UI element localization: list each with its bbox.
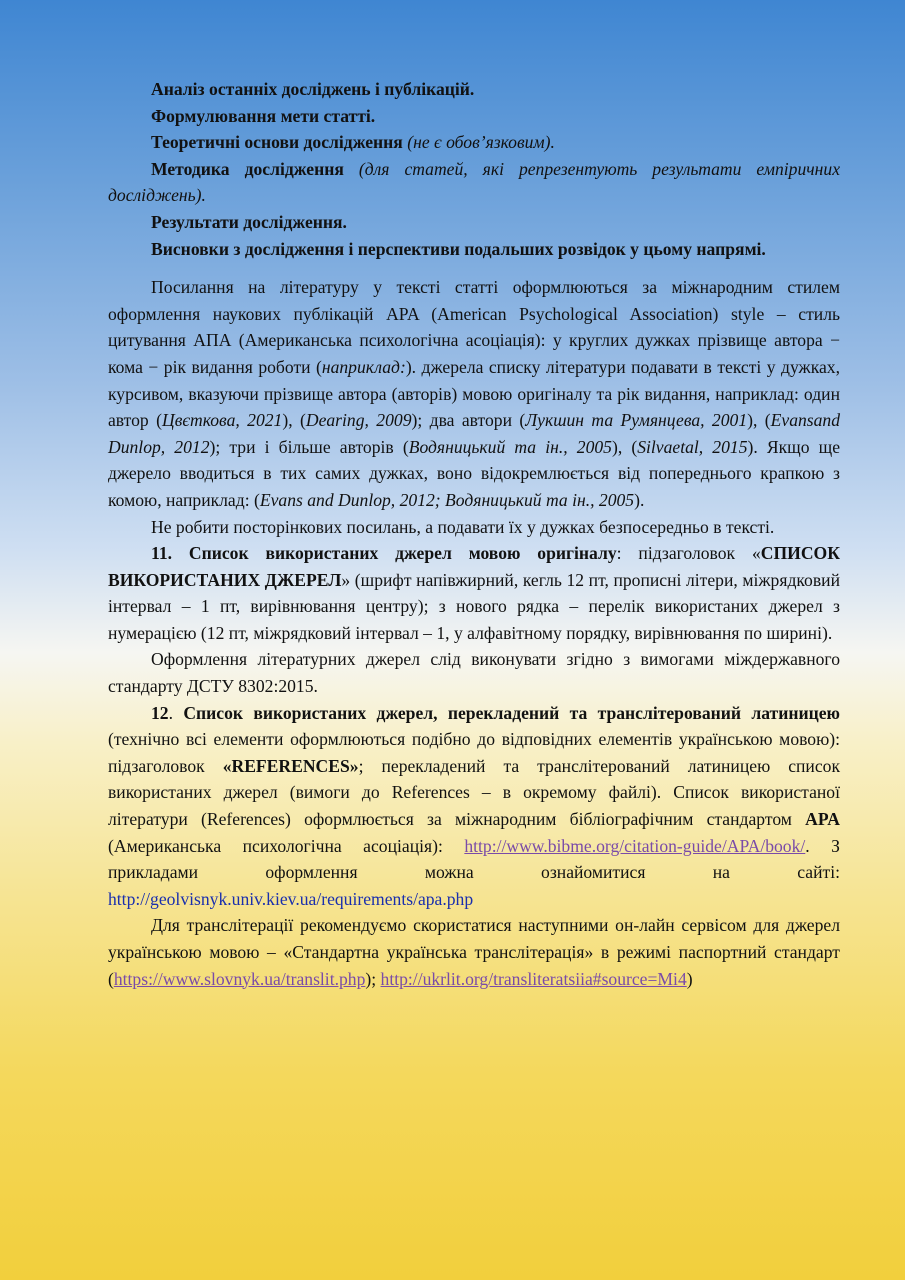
italic-run: Evansand Dunlop, 2012 xyxy=(108,410,841,457)
text-run: ). Якщо ще джерело вводиться в тих самих дужках, воно відокремлюється від попереднього крапкою з комою, наприклад: ( xyxy=(108,436,841,510)
heading-analysis-text: Аналіз останніх досліджень і публікацій. xyxy=(151,79,475,99)
geolvisnyk-link[interactable]: http://geolvisnyk.univ.kiev.ua/requirements/apa.php xyxy=(108,888,474,909)
text-run: ), ( xyxy=(747,410,771,431)
paragraph-citations xyxy=(108,274,840,513)
paragraph-standard: Оформлення літературних джерел слід виконувати згідно з вимогами міждержавного стандарту ДСТУ 8302:2015. xyxy=(108,649,840,697)
heading-analysis xyxy=(108,76,840,103)
text-run: ); xyxy=(365,968,381,989)
paragraph-transliteration xyxy=(108,912,840,992)
heading-method-note: (для статей, які репрезентують результати емпіричних досліджень). xyxy=(108,158,840,206)
text-run: ); два автори ( xyxy=(411,410,526,431)
text-run: . З прикладами оформлення можна ознайомитися на сайті: xyxy=(108,835,840,883)
heading-results-text: Результати дослідження. xyxy=(151,211,347,232)
bold-run: Список використаних джерел, перекладений та транслітерований латиницею xyxy=(183,702,841,723)
heading-conclusions-text: Висновки з дослідження і перспективи подальших розвідок у цьому напрямі. xyxy=(151,238,766,259)
paragraph-no-footnotes: Не робити посторінкових посилань, а подавати їх у дужках безпосередньо в тексті. xyxy=(151,516,775,537)
italic-run: Лукшин та Румянцева, 2001 xyxy=(525,410,748,431)
paragraph-references-latin xyxy=(108,700,840,913)
italic-run: Водяницький та ін., 2005 xyxy=(408,436,612,457)
heading-method xyxy=(108,156,840,209)
italic-run: наприклад: xyxy=(321,356,406,377)
heading-conclusions xyxy=(108,236,840,263)
ukrlit-link[interactable]: http://ukrlit.org/transliteratsiia#source=Mi4 xyxy=(380,968,687,989)
bold-run: 11. Список використаних джерел мовою оригіналу xyxy=(151,543,617,564)
text-run: ); три і більше авторів ( xyxy=(209,436,409,457)
text-run: ). xyxy=(634,489,645,510)
bold-run: СПИСОК ВИКОРИСТАНИХ ДЖЕРЕЛ xyxy=(108,543,840,590)
text-run: » (шрифт напівжирний, кегль 12 пт, прописні літери, міжрядковий інтервал – 1 пт, вирівнювання центру); з нового рядка – перелік використаних джерел з нумерацією (12 пт, міжрядковий інтервал – 1, у алфавітному порядку, вирівнювання по ширині). xyxy=(108,569,840,643)
text-run: (технічно всі елементи оформлюються подібно до відповідних елементів українською мовою): підзаголовок xyxy=(108,729,840,776)
bibme-link[interactable]: http://www.bibme.org/citation-guide/APA/book/ xyxy=(464,835,806,856)
text-run: ), ( xyxy=(611,436,638,457)
italic-run: Цвєткова, 2021 xyxy=(161,410,283,431)
heading-goal xyxy=(108,103,840,130)
text-run: . xyxy=(168,702,184,723)
heading-theory-note: (не є обов’язковим). xyxy=(402,132,555,153)
heading-theory xyxy=(108,129,840,156)
italic-run: Dearing, 2009 xyxy=(305,410,412,431)
text-run: Для транслітерації рекомендуємо скористатися наступними он-лайн сервісом для джерел українською мовою – «Стандартна українська транслітерація» в режимі паспортний стандарт ( xyxy=(108,915,840,989)
heading-theory-text: Теоретичні основи дослідження xyxy=(151,132,403,153)
paragraph-references-original xyxy=(108,540,840,646)
text-run: ) xyxy=(686,968,693,989)
italic-run: Evans and Dunlop, 2012; Водяницький та ін., 2005 xyxy=(259,489,635,510)
text-run: : підзаголовок « xyxy=(616,543,761,564)
text-run: ; перекладений та транслітерований латиницею список використаних джерел (вимоги до References – в окремому файлі). Список використаної літератури (References) оформлюється за міжнародним бібліографічним стандартом xyxy=(108,755,841,830)
bold-run: «REFERENCES» xyxy=(222,755,359,776)
text-run: ). джерела списку літератури подавати в тексті у дужках, курсивом, вказуючи прізвище автора (авторів) мовою оригіналу та рік видання, наприклад: один автор ( xyxy=(108,356,840,431)
text-run: (Американська психологічна асоціація): xyxy=(108,835,465,856)
heading-method-text: Методика дослідження xyxy=(151,158,344,179)
heading-results xyxy=(108,209,840,236)
text-run: ), ( xyxy=(282,410,306,431)
italic-run: Silvaetal, 2015 xyxy=(637,436,748,457)
slovnyk-link[interactable]: https://www.slovnyk.ua/translit.php xyxy=(113,968,366,989)
document-page xyxy=(108,76,840,992)
heading-goal-text: Формулювання мети статті. xyxy=(151,105,376,126)
text-run: Посилання на літературу у тексті статті оформлюються за міжнародним стилем оформлення наукових публікацій APA (American Psychological Association) style – стиль цитування АПА (Американська психологічна асоціація): у круглих дужках прізвище автора − кома − рік видання роботи ( xyxy=(108,277,840,377)
bold-run: 12 xyxy=(151,702,169,723)
bold-run: APA xyxy=(805,809,840,830)
